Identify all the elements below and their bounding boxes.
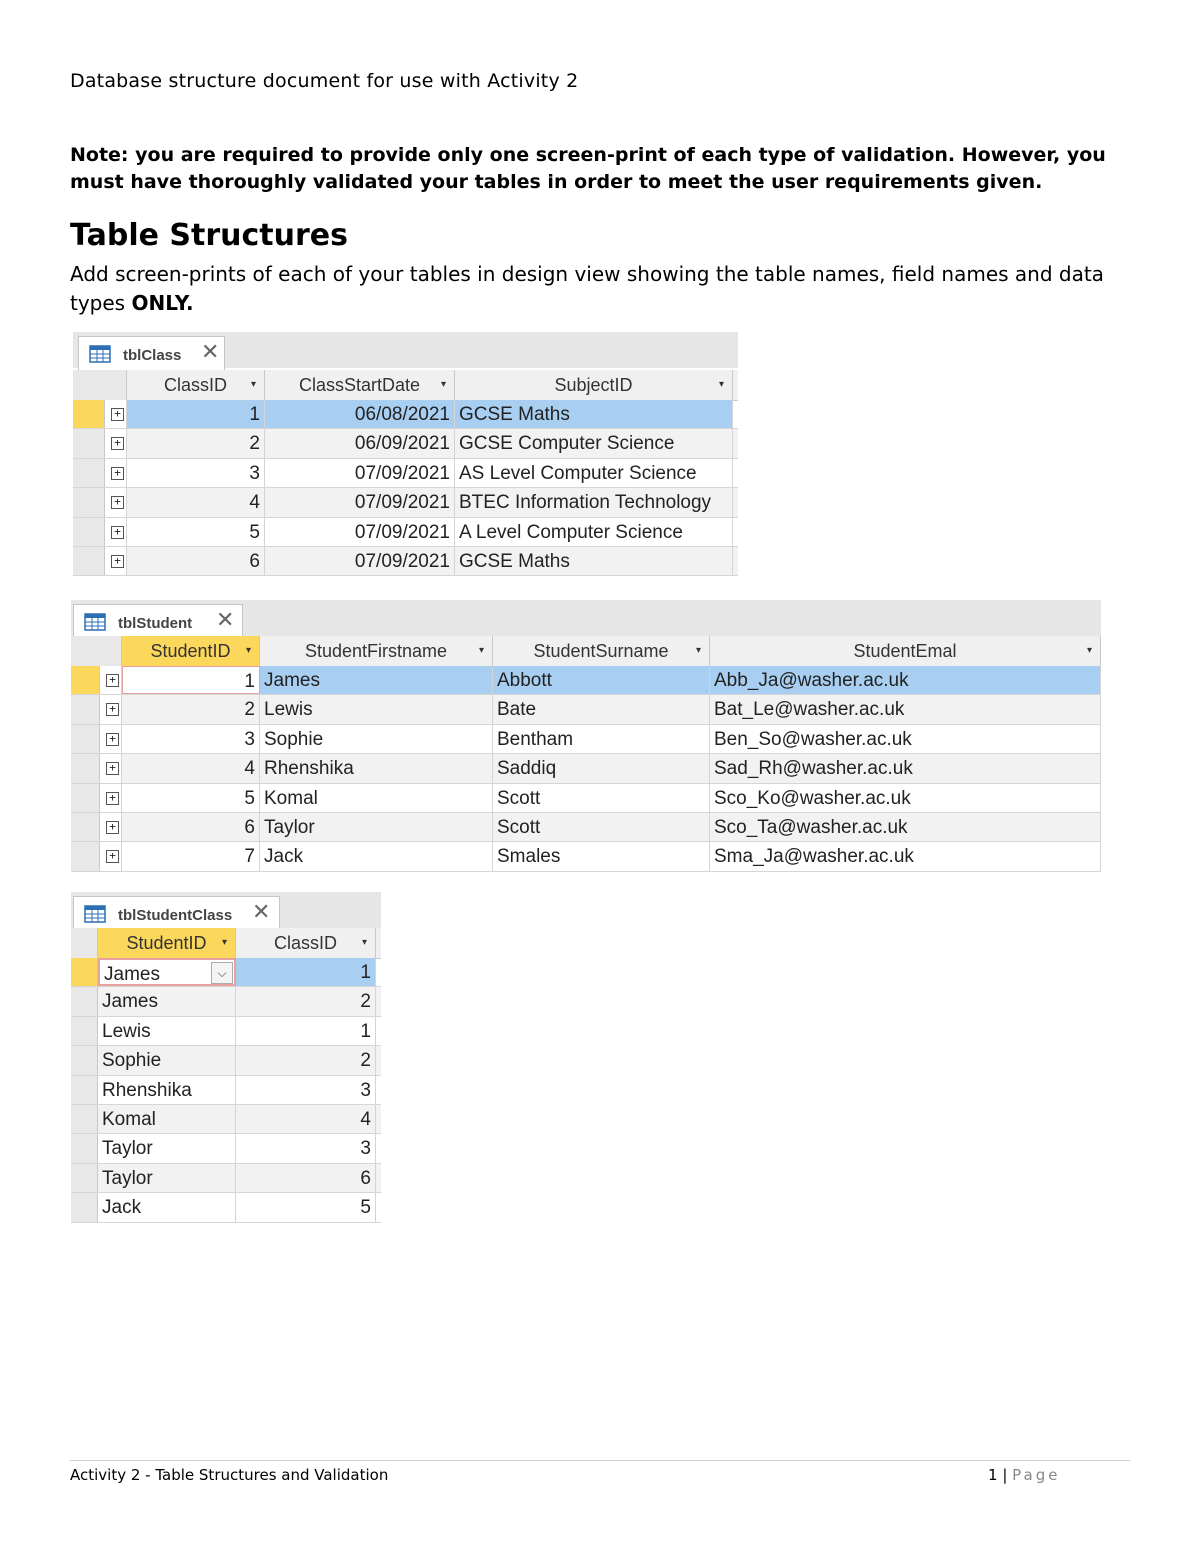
cell-classstartdate[interactable]: 07/09/2021	[265, 547, 455, 575]
row-selector[interactable]	[73, 400, 105, 428]
cell-studentid[interactable]: James	[98, 958, 236, 986]
cell-subjectid[interactable]: AS Level Computer Science	[455, 459, 733, 487]
cell-studentsurname[interactable]: Bate	[493, 695, 710, 723]
row-selector[interactable]	[73, 518, 105, 546]
table-row[interactable]	[71, 1134, 381, 1163]
column-header-classid[interactable]: ClassID ▾	[236, 928, 376, 958]
cell-studentfirstname[interactable]: Lewis	[260, 695, 493, 723]
cell-classid[interactable]: 4	[236, 1105, 376, 1133]
table-row[interactable]	[73, 400, 738, 429]
cell-studentsurname[interactable]: Saddiq	[493, 754, 710, 782]
cell-classid[interactable]: 5	[236, 1193, 376, 1221]
column-header-studentemal[interactable]: StudentEmal ▾	[710, 636, 1101, 666]
table-row[interactable]	[71, 1193, 381, 1222]
row-selector[interactable]	[71, 754, 100, 782]
table-row[interactable]	[71, 1076, 381, 1105]
cell-studentfirstname[interactable]: Rhenshika	[260, 754, 493, 782]
table-row[interactable]	[71, 1105, 381, 1134]
dropdown-arrow-icon[interactable]: ▾	[221, 937, 227, 948]
cell-classid[interactable]: 5	[127, 518, 265, 546]
cell-studentsurname[interactable]: Abbott	[493, 666, 710, 694]
cell-subjectid[interactable]: GCSE Maths	[455, 400, 733, 428]
column-header-studentsurname[interactable]: StudentSurname ▾	[493, 636, 710, 666]
row-selector[interactable]	[71, 958, 98, 986]
cell-classid[interactable]: 2	[236, 987, 376, 1015]
dropdown-arrow-icon[interactable]: ▾	[478, 645, 484, 656]
dropdown-arrow-icon[interactable]: ▾	[245, 645, 251, 656]
table-row[interactable]	[71, 754, 1101, 783]
cell-subjectid[interactable]: A Level Computer Science	[455, 518, 733, 546]
column-header-studentid[interactable]: StudentID ▾	[98, 928, 236, 958]
expand-plus-icon[interactable]: +	[106, 850, 119, 863]
dropdown-arrow-icon[interactable]: ▾	[695, 645, 701, 656]
expand-plus-icon[interactable]: +	[106, 762, 119, 775]
row-selector[interactable]	[71, 1046, 98, 1074]
cell-studentid[interactable]: Taylor	[98, 1164, 236, 1192]
table-icon	[89, 345, 111, 363]
expand-plus-icon[interactable]: +	[111, 408, 124, 421]
tab-tblstudentclass[interactable]	[73, 896, 280, 931]
column-header-studentfirstname[interactable]: StudentFirstname ▾	[260, 636, 493, 666]
expand-plus-icon[interactable]: +	[106, 792, 119, 805]
table-row[interactable]	[71, 666, 1101, 695]
column-header-subjectid[interactable]: SubjectID ▾	[455, 370, 733, 400]
header-row	[71, 928, 381, 959]
select-all-corner[interactable]	[71, 636, 122, 666]
table-row[interactable]	[73, 488, 738, 517]
close-icon[interactable]: ✕	[252, 900, 271, 925]
table-row[interactable]	[73, 429, 738, 458]
cell-studentid[interactable]: 7	[122, 842, 260, 870]
document-title: Database structure document for use with Activity 2	[70, 70, 579, 92]
table-row[interactable]	[73, 547, 738, 576]
dropdown-arrow-icon[interactable]: ⌵	[211, 962, 233, 984]
cell-studentfirstname[interactable]: Sophie	[260, 725, 493, 753]
tab-label: tblStudent	[118, 615, 193, 632]
tab-tblstudent[interactable]	[73, 604, 243, 639]
row-selector[interactable]	[71, 695, 100, 723]
close-icon[interactable]: ✕	[201, 340, 220, 365]
cell-studentid[interactable]: Rhenshika	[98, 1076, 236, 1104]
tblclass-screenshot	[73, 332, 738, 582]
cell-classid[interactable]: 2	[127, 429, 265, 457]
table-row[interactable]	[71, 1046, 381, 1075]
row-selector[interactable]	[71, 725, 100, 753]
dropdown-arrow-icon[interactable]: ▾	[361, 937, 367, 948]
cell-studentfirstname[interactable]: Jack	[260, 842, 493, 870]
table-row[interactable]	[71, 987, 381, 1016]
row-selector[interactable]	[73, 547, 105, 575]
footer-title: Activity 2 - Table Structures and Validation	[70, 1466, 389, 1484]
select-all-corner[interactable]	[73, 370, 127, 400]
cell-classstartdate[interactable]: 07/09/2021	[265, 488, 455, 516]
cell-studentfirstname[interactable]: James	[260, 666, 493, 694]
table-row[interactable]	[73, 518, 738, 547]
cell-classid[interactable]: 1	[127, 400, 265, 428]
expand-plus-icon[interactable]: +	[106, 703, 119, 716]
cell-studentid[interactable]: 6	[122, 813, 260, 841]
dropdown-arrow-icon[interactable]: ▾	[718, 379, 724, 390]
cell-studentemal[interactable]: Ben_So@washer.ac.uk	[710, 725, 1101, 753]
row-selector[interactable]	[71, 813, 100, 841]
page-number: 1	[988, 1466, 998, 1484]
expand-plus-icon[interactable]: +	[106, 733, 119, 746]
cell-studentemal[interactable]: Sco_Ta@washer.ac.uk	[710, 813, 1101, 841]
cell-classid[interactable]: 4	[127, 488, 265, 516]
cell-classid[interactable]: 3	[127, 459, 265, 487]
row-selector[interactable]	[71, 1076, 98, 1104]
table-row[interactable]	[71, 842, 1101, 871]
row-selector[interactable]	[73, 429, 105, 457]
intro-bold: ONLY.	[131, 291, 194, 315]
header-row	[73, 370, 738, 401]
table-row[interactable]	[71, 1017, 381, 1046]
page-label: Page	[1012, 1466, 1061, 1484]
cell-classid[interactable]: 6	[236, 1164, 376, 1192]
cell-studentemal[interactable]: Sma_Ja@washer.ac.uk	[710, 842, 1101, 870]
cell-studentsurname[interactable]: Scott	[493, 784, 710, 812]
table-icon	[84, 613, 106, 631]
table-row[interactable]	[71, 1164, 381, 1193]
row-selector[interactable]	[71, 1193, 98, 1221]
cell-studentfirstname[interactable]: Taylor	[260, 813, 493, 841]
cell-studentid[interactable]: Sophie	[98, 1046, 236, 1074]
cell-studentsurname[interactable]: Scott	[493, 813, 710, 841]
expand-plus-icon[interactable]: +	[106, 821, 119, 834]
cell-studentemal[interactable]: Sco_Ko@washer.ac.uk	[710, 784, 1101, 812]
cell-classstartdate[interactable]: 07/09/2021	[265, 459, 455, 487]
dropdown-arrow-icon[interactable]: ▾	[1086, 645, 1092, 656]
dropdown-arrow-icon[interactable]: ▾	[440, 379, 446, 390]
row-selector[interactable]	[71, 784, 100, 812]
row-selector[interactable]	[71, 666, 100, 694]
column-header-classid[interactable]: ClassID ▾	[127, 370, 265, 400]
column-header-classstartdate[interactable]: ClassStartDate ▾	[265, 370, 455, 400]
table-row[interactable]	[71, 958, 381, 987]
column-header-studentid[interactable]: StudentID ▾	[122, 636, 260, 666]
cell-classid[interactable]: 1	[236, 958, 376, 986]
cell-studentid[interactable]: 5	[122, 784, 260, 812]
table-row[interactable]	[73, 459, 738, 488]
row-selector[interactable]	[71, 1105, 98, 1133]
row-selector[interactable]	[73, 459, 105, 487]
table-row[interactable]	[71, 695, 1101, 724]
tab-tblclass[interactable]	[78, 336, 225, 371]
cell-subjectid[interactable]: GCSE Computer Science	[455, 429, 733, 457]
intro-paragraph	[70, 260, 1130, 318]
cell-studentid[interactable]: 2	[122, 695, 260, 723]
cell-studentid[interactable]: 1	[122, 666, 260, 694]
cell-studentemal[interactable]: Abb_Ja@washer.ac.uk	[710, 666, 1101, 694]
expand-plus-icon[interactable]: +	[111, 526, 124, 539]
tblstudent-screenshot	[71, 600, 1101, 875]
expand-plus-icon[interactable]: +	[111, 555, 124, 568]
cell-studentsurname[interactable]: Smales	[493, 842, 710, 870]
table-icon	[84, 905, 106, 923]
row-selector[interactable]	[71, 1164, 98, 1192]
expand-plus-icon[interactable]: +	[111, 437, 124, 450]
header-row	[71, 636, 1101, 667]
footer-divider	[70, 1460, 1130, 1461]
validation-note: Note: you are required to provide only one screen-print of each type of validation. However, you must have thoroughly validated your tables in order to meet the user requirements given.	[70, 144, 1106, 193]
cell-studentid[interactable]: Jack	[98, 1193, 236, 1221]
cell-studentemal[interactable]: Bat_Le@washer.ac.uk	[710, 695, 1101, 723]
row-selector[interactable]	[71, 842, 100, 870]
page-indicator	[988, 1466, 1061, 1484]
cell-classid[interactable]: 3	[236, 1076, 376, 1104]
cell-subjectid[interactable]: GCSE Maths	[455, 547, 733, 575]
expand-plus-icon[interactable]: +	[111, 467, 124, 480]
dropdown-arrow-icon[interactable]: ▾	[250, 379, 256, 390]
tblstudentclass-screenshot	[71, 892, 381, 1227]
cell-studentfirstname[interactable]: Komal	[260, 784, 493, 812]
page-separator: |	[1002, 1466, 1008, 1484]
cell-classid[interactable]: 6	[127, 547, 265, 575]
row-selector[interactable]	[73, 488, 105, 516]
cell-studentid[interactable]: Lewis	[98, 1017, 236, 1045]
close-icon[interactable]: ✕	[216, 608, 235, 633]
row-selector[interactable]	[71, 1017, 98, 1045]
section-heading: Table Structures	[70, 218, 348, 253]
cell-classstartdate[interactable]: 07/09/2021	[265, 518, 455, 546]
expand-plus-icon[interactable]: +	[106, 674, 119, 687]
select-all-corner[interactable]	[71, 928, 98, 958]
row-selector[interactable]	[71, 987, 98, 1015]
intro-text: Add screen-prints of each of your tables in design view showing the table names, field names and data types	[70, 262, 1104, 315]
cell-classid[interactable]: 2	[236, 1046, 376, 1074]
table-row[interactable]	[71, 784, 1101, 813]
tab-label: tblStudentClass	[118, 907, 233, 924]
row-selector[interactable]	[71, 1134, 98, 1162]
cell-studentsurname[interactable]: Bentham	[493, 725, 710, 753]
cell-subjectid[interactable]: BTEC Information Technology	[455, 488, 733, 516]
cell-classid[interactable]: 1	[236, 1017, 376, 1045]
cell-classid[interactable]: 3	[236, 1134, 376, 1162]
cell-studentid[interactable]: Komal	[98, 1105, 236, 1133]
table-row[interactable]	[71, 813, 1101, 842]
cell-studentid[interactable]: Taylor	[98, 1134, 236, 1162]
tab-label: tblClass	[123, 347, 182, 364]
expand-plus-icon[interactable]: +	[111, 496, 124, 509]
cell-studentid[interactable]: 3	[122, 725, 260, 753]
cell-studentid[interactable]: 4	[122, 754, 260, 782]
cell-studentid[interactable]: James	[98, 987, 236, 1015]
cell-studentemal[interactable]: Sad_Rh@washer.ac.uk	[710, 754, 1101, 782]
table-row[interactable]	[71, 725, 1101, 754]
cell-classstartdate[interactable]: 06/09/2021	[265, 429, 455, 457]
cell-classstartdate[interactable]: 06/08/2021	[265, 400, 455, 428]
